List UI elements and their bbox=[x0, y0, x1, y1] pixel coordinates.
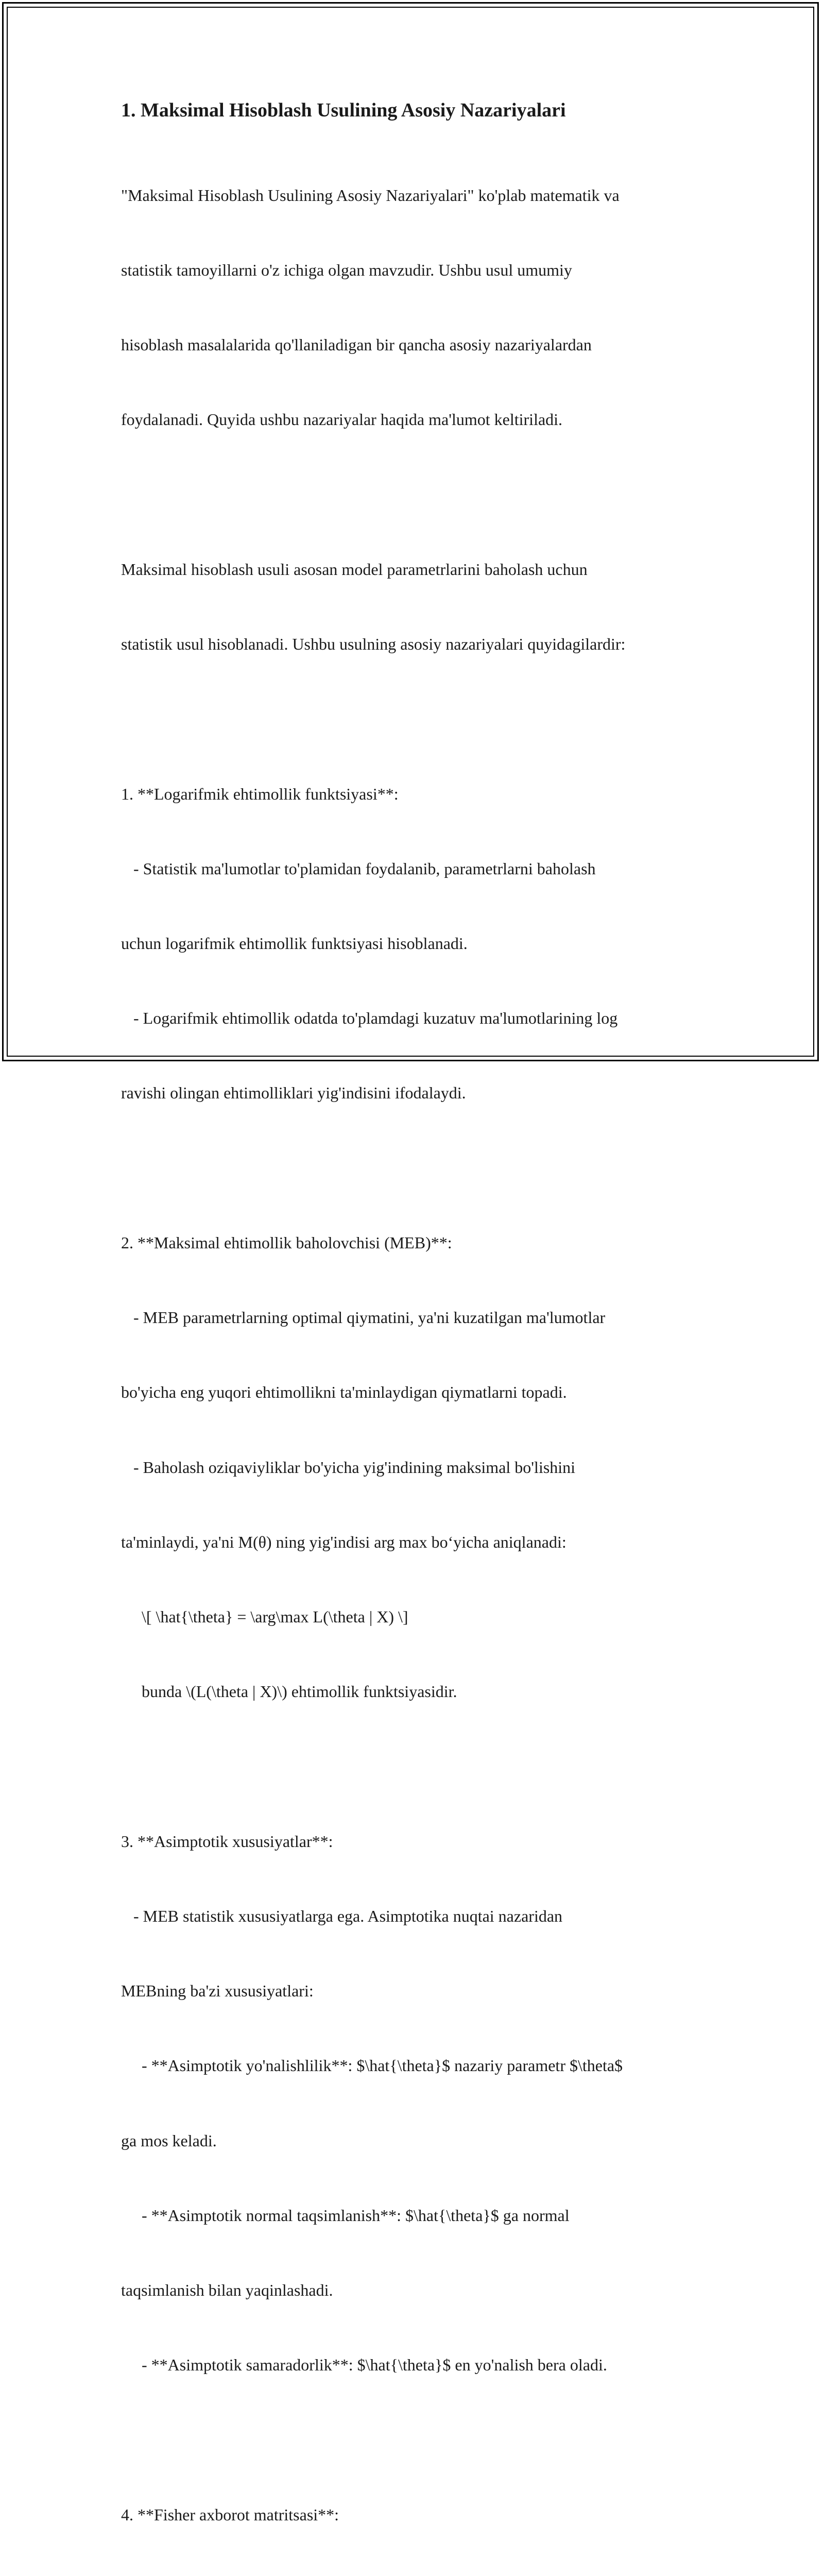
text-line: Maksimal hisoblash usuli asosan model parametrlarini baholash uchun bbox=[121, 560, 588, 579]
text-line: bo'yicha eng yuqori ehtimollikni ta'minlaydigan qiymatlarni topadi. bbox=[121, 1383, 567, 1402]
list-heading: 1. **Logarifmik ehtimollik funktsiyasi**: bbox=[121, 784, 399, 803]
text-line: ravishi olingan ehtimolliklari yig'indisini ifodalaydi. bbox=[121, 1083, 466, 1103]
blank-line bbox=[121, 482, 703, 507]
text-line: foydalanadi. Quyida ushbu nazariyalar haqida ma'lumot keltiriladi. bbox=[121, 410, 563, 429]
text-line: - MEB statistik xususiyatlarga ega. Asimptotika nuqtai nazaridan bbox=[121, 1906, 563, 1925]
document-title: 1. Maksimal Hisoblash Usulining Asosiy Nazariyalari bbox=[121, 99, 566, 121]
text-line: uchun logarifmik ehtimollik funktsiyasi hisoblanadi. bbox=[121, 934, 468, 953]
text-line: bunda \(L(\theta | X)\) ehtimollik funktsiyasidir. bbox=[121, 1682, 457, 1701]
text-line: - Baholash oziqaviyliklar bo'yicha yig'indining maksimal bo'lishini bbox=[121, 1458, 576, 1477]
text-line: - Statistik ma'lumotlar to'plamidan foydalanib, parametrlarni baholash bbox=[121, 859, 596, 878]
text-line: - MEB parametrlarning optimal qiymatini, ya'ni kuzatilgan ma'lumotlar bbox=[121, 1308, 606, 1327]
text-line: - **Asimptotik samaradorlik**: $\hat{\theta}$ en yo'nalish bera oladi. bbox=[121, 2355, 607, 2375]
document-content bbox=[121, 98, 703, 2576]
list-heading: 4. **Fisher axborot matritsasi**: bbox=[121, 2505, 339, 2524]
text-line: - **Asimptotik yo'nalishlilik**: $\hat{\theta}$ nazariy parametr $\theta$ bbox=[121, 2056, 623, 2075]
list-heading: 2. **Maksimal ehtimollik baholovchisi (MEB)**: bbox=[121, 1233, 452, 1252]
document-body bbox=[121, 133, 703, 2576]
text-line: ta'minlaydi, ya'ni M(θ) ning yig'indisi arg max bo‘yicha aniqlanadi: bbox=[121, 1532, 566, 1551]
blank-line bbox=[121, 1754, 703, 1778]
blank-line bbox=[121, 706, 703, 731]
text-line: - Logarifmik ehtimollik odatda to'plamdagi kuzatuv ma'lumotlarining log bbox=[121, 1009, 618, 1028]
blank-line bbox=[121, 2427, 703, 2452]
text-line: - **Asimptotik normal taqsimlanish**: $\hat{\theta}$ ga normal bbox=[121, 2206, 570, 2225]
text-line: taqsimlanish bilan yaqinlashadi. bbox=[121, 2280, 333, 2299]
text-line: statistik tamoyillarni o'z ichiga olgan mavzudir. Ushbu usul umumiy bbox=[121, 261, 572, 280]
list-heading: 3. **Asimptotik xususiyatlar**: bbox=[121, 1832, 333, 1851]
text-line: "Maksimal Hisoblash Usulining Asosiy Nazariyalari" ko'plab matematik va bbox=[121, 185, 620, 205]
text-line: hisoblash masalalarida qo'llaniladigan bir qancha asosiy nazariyalardan bbox=[121, 335, 592, 354]
blank-line bbox=[121, 1156, 703, 1180]
formula-line: \[ \hat{\theta} = \arg\max L(\theta | X) \] bbox=[121, 1607, 408, 1626]
text-line: statistik usul hisoblanadi. Ushbu usulning asosiy nazariyalari quyidagilardir: bbox=[121, 635, 626, 654]
text-line: MEBning ba'zi xususiyatlari: bbox=[121, 1981, 314, 2001]
text-line: ga mos keladi. bbox=[121, 2131, 217, 2150]
